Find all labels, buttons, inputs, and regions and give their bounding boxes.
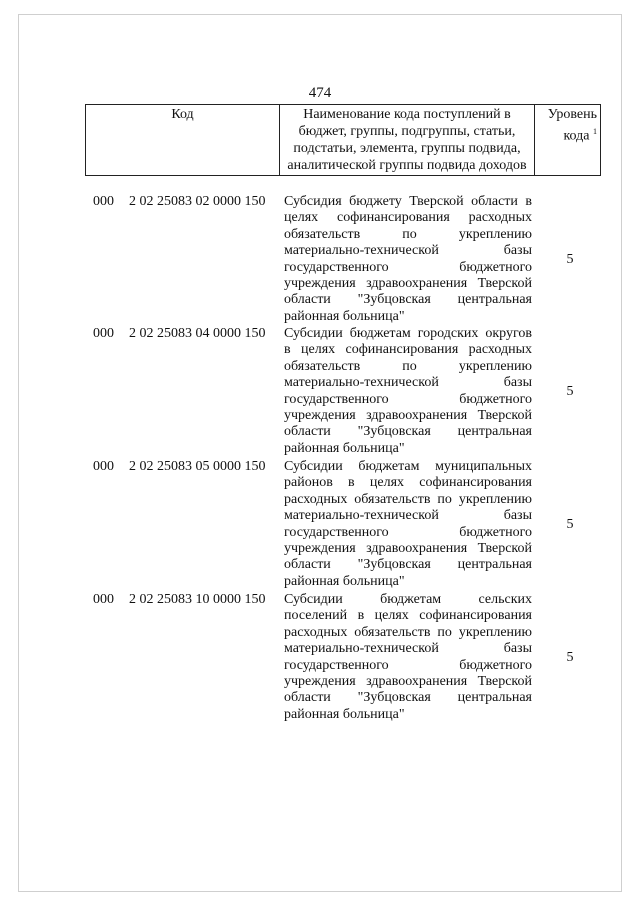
description-line: области "Зубцовская центральная — [284, 292, 532, 308]
description-line: расходных обязательств по укреплению — [284, 491, 532, 507]
description-line: районная больница" — [284, 573, 405, 589]
admin-code: 000 — [93, 592, 114, 607]
header-name-line: Наименование кода поступлений в — [303, 107, 511, 122]
revenue-description — [284, 592, 532, 723]
description-line: целях софинансирования расходных — [284, 210, 532, 226]
description-line: государственного бюджетного — [284, 524, 532, 540]
revenue-code: 2 02 25083 05 0000 150 — [129, 459, 266, 474]
footnote-marker: 1 — [593, 127, 597, 136]
header-level-line — [538, 123, 597, 145]
header-name — [280, 105, 535, 176]
description-line: области "Зубцовская центральная — [284, 424, 532, 440]
admin-code: 000 — [93, 326, 114, 341]
description-line: государственного бюджетного — [284, 391, 532, 407]
description-line: районная больница" — [284, 706, 405, 722]
revenue-code: 2 02 25083 04 0000 150 — [129, 326, 266, 341]
header-name-line: аналитической группы подвида доходов — [287, 158, 527, 173]
description-line: в целях софинансирования расходных — [284, 342, 532, 358]
description-line: обязательств по укреплению — [284, 226, 532, 242]
header-level-line: Уровень — [547, 107, 597, 122]
revenue-code: 2 02 25083 02 0000 150 — [129, 194, 266, 209]
description-line: Субсидии бюджетам сельских — [284, 592, 532, 607]
description-line: учреждения здравоохранения Тверской — [284, 276, 532, 292]
revenue-description — [284, 194, 532, 325]
description-line: учреждения здравоохранения Тверской — [284, 674, 532, 690]
description-line: государственного бюджетного — [284, 259, 532, 275]
table-header — [85, 104, 601, 176]
description-line: материально-технической базы — [284, 641, 532, 657]
header-level — [535, 105, 601, 176]
code-level: 5 — [566, 384, 574, 400]
description-line: Субсидии бюджетам муниципальных — [284, 459, 532, 474]
description-line: материально-технической базы — [284, 375, 532, 391]
header-name-line: бюджет, группы, подгруппы, статьи, — [298, 124, 516, 139]
revenue-description — [284, 326, 532, 457]
code-level: 5 — [566, 252, 574, 268]
page-number: 474 — [308, 85, 332, 101]
description-line: материально-технической базы — [284, 508, 532, 524]
header-level-word: кода — [563, 128, 590, 144]
description-line: районная больница" — [284, 440, 405, 456]
header-name-line: подстатьи, элемента, группы подвида, — [293, 141, 521, 156]
description-line: материально-технической базы — [284, 243, 532, 259]
code-level: 5 — [566, 517, 574, 533]
description-line: районов в целях софинансирования — [284, 475, 532, 491]
revenue-code: 2 02 25083 10 0000 150 — [129, 592, 266, 607]
description-line: области "Зубцовская центральная — [284, 557, 532, 573]
description-line: обязательств по укреплению — [284, 358, 532, 374]
description-line: районная больница" — [284, 308, 405, 324]
description-line: государственного бюджетного — [284, 657, 532, 673]
admin-code: 000 — [93, 459, 114, 474]
header-code: Код — [86, 105, 280, 176]
description-line: поселений в целях софинансирования — [284, 608, 532, 624]
description-line: области "Зубцовская центральная — [284, 690, 532, 706]
description-line: расходных обязательств по укреплению — [284, 624, 532, 640]
description-line: Субсидия бюджету Тверской области в — [284, 194, 532, 209]
description-line: учреждения здравоохранения Тверской — [284, 541, 532, 557]
admin-code: 000 — [93, 194, 114, 209]
revenue-description — [284, 459, 532, 590]
description-line: учреждения здравоохранения Тверской — [284, 408, 532, 424]
code-level: 5 — [566, 650, 574, 666]
description-line: Субсидии бюджетам городских округов — [284, 326, 532, 341]
